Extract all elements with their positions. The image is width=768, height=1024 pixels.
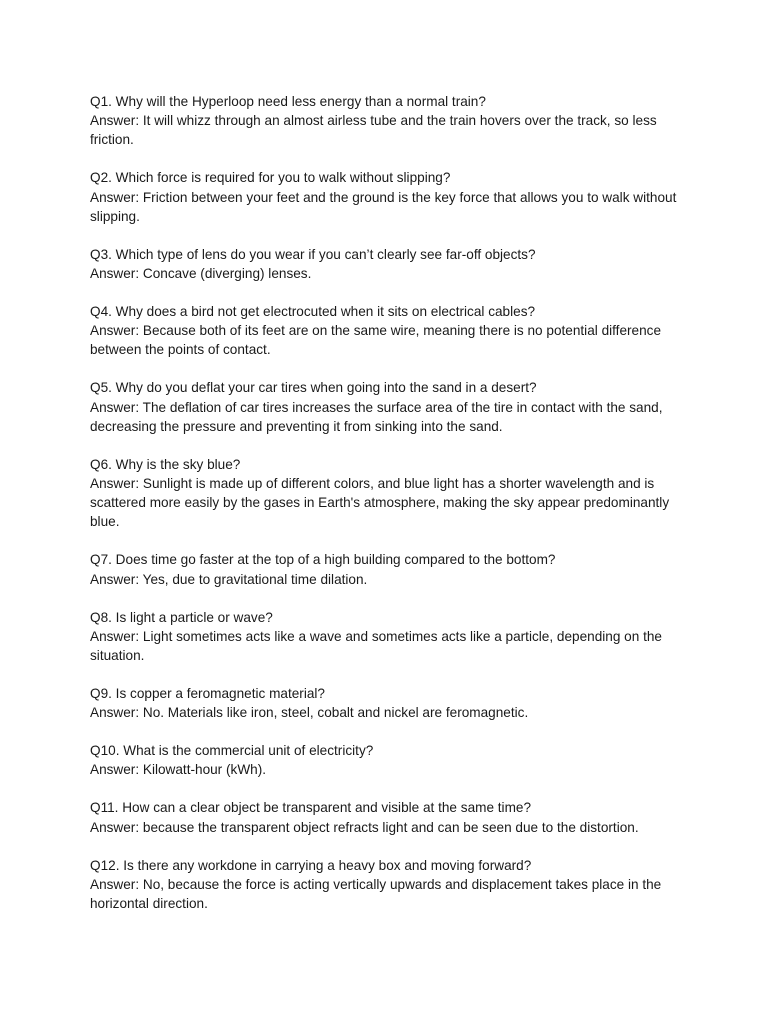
qa-item-9 (90, 684, 690, 722)
qa-item-11 (90, 798, 690, 836)
qa-item-2 (90, 168, 690, 226)
answer-text: Answer: Concave (diverging) lenses. (90, 266, 312, 282)
question-text: Q11. How can a clear object be transparent and visible at the same time? (90, 800, 532, 816)
question-text: Q6. Why is the sky blue? (90, 456, 241, 472)
answer-text: Answer: Light sometimes acts like a wave and sometimes acts like a particle, depending on the situation. (90, 628, 662, 664)
qa-item-5 (90, 378, 690, 436)
question-text: Q8. Is light a particle or wave? (90, 609, 273, 625)
document-page (90, 92, 690, 932)
question-text: Q12. Is there any workdone in carrying a heavy box and moving forward? (90, 857, 532, 873)
answer-text: Answer: Kilowatt-hour (kWh). (90, 762, 267, 778)
qa-item-7 (90, 550, 690, 588)
question-text: Q4. Why does a bird not get electrocuted when it sits on electrical cables? (90, 304, 536, 320)
qa-item-10 (90, 741, 690, 779)
answer-text: Answer: The deflation of car tires increases the surface area of the tire in contact with the sand, decreasing the pressure and preventing it from sinking into the sand. (90, 399, 663, 434)
answer-text: Answer: Sunlight is made up of different colors, and blue light has a shorter wavelength and is scattered more easily by the gases in Earth's atmosphere, making the sky appear predominantly blue. (90, 476, 670, 530)
answer-text: Answer: Friction between your feet and the ground is the key force that allows you to walk without slipping. (90, 189, 677, 224)
qa-item-4 (90, 302, 690, 360)
answer-text: Answer: No, because the force is acting vertically upwards and displacement takes place in the horizontal direction. (90, 876, 662, 912)
question-text: Q3. Which type of lens do you wear if you can’t clearly see far-off objects? (90, 246, 536, 262)
question-text: Q7. Does time go faster at the top of a high building compared to the bottom? (90, 552, 556, 568)
answer-text: Answer: It will whizz through an almost airless tube and the train hovers over the track, so less friction. (90, 113, 657, 148)
answer-text: Answer: Yes, due to gravitational time dilation. (90, 571, 368, 587)
answer-text: Answer: Because both of its feet are on the same wire, meaning there is no potential difference between the points of contact. (90, 323, 662, 358)
qa-item-1 (90, 92, 690, 150)
qa-item-3 (90, 245, 690, 283)
question-text: Q2. Which force is required for you to walk without slipping? (90, 170, 451, 186)
question-text: Q10. What is the commercial unit of electricity? (90, 743, 374, 759)
question-text: Q5. Why do you deflat your car tires when going into the sand in a desert? (90, 380, 537, 396)
answer-text: Answer: because the transparent object refracts light and can be seen due to the distortion. (90, 819, 639, 835)
question-text: Q1. Why will the Hyperloop need less energy than a normal train? (90, 94, 486, 109)
qa-item-12 (90, 856, 690, 914)
qa-item-8 (90, 608, 690, 666)
answer-text: Answer: No. Materials like iron, steel, cobalt and nickel are feromagnetic. (90, 705, 529, 721)
qa-item-6 (90, 455, 690, 532)
question-text: Q9. Is copper a feromagnetic material? (90, 686, 325, 702)
